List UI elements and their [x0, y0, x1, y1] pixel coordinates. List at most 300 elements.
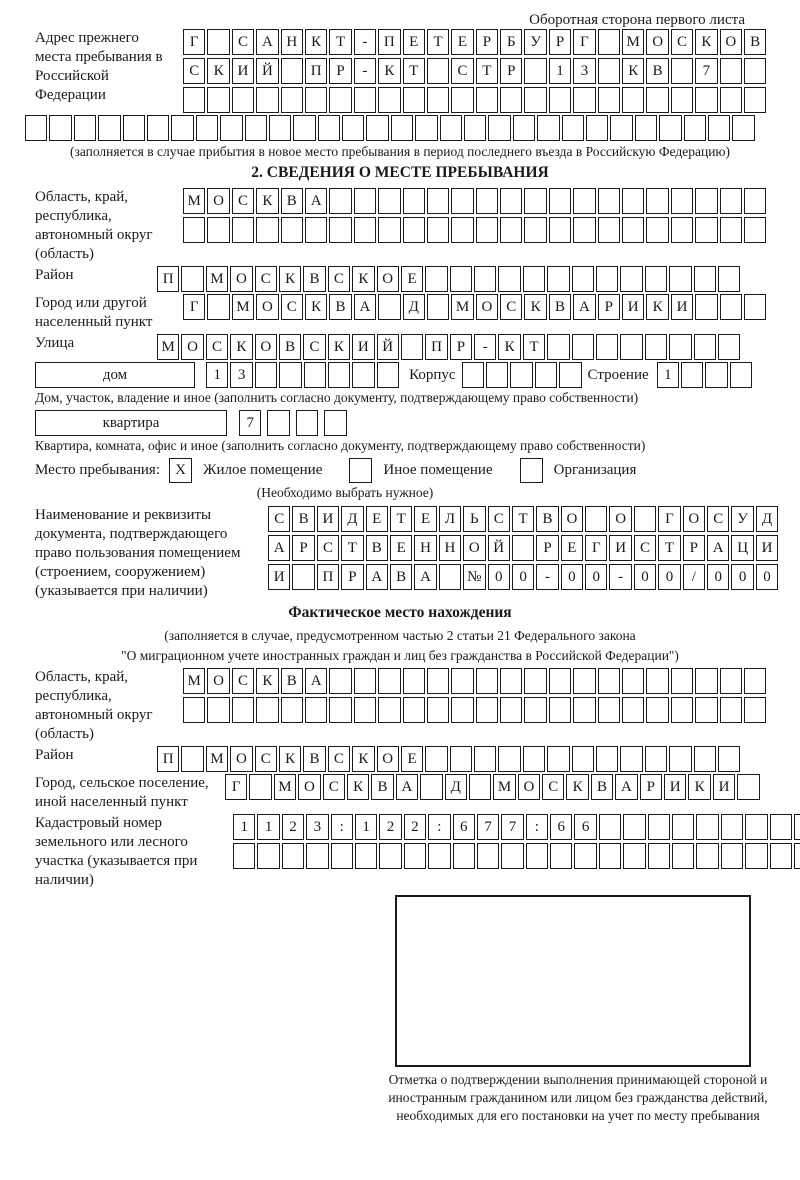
char-cell — [695, 697, 717, 723]
actual-region-row-2 — [183, 697, 766, 723]
apartment-type-box: квартира — [35, 410, 227, 436]
char-cell: 0 — [488, 564, 510, 590]
char-cell — [498, 266, 520, 292]
char-cell: О — [646, 29, 668, 55]
char-cell: С — [451, 58, 473, 84]
char-cell: В — [281, 188, 303, 214]
char-cell — [440, 115, 462, 141]
char-cell: И — [756, 535, 778, 561]
char-cell — [329, 188, 351, 214]
char-cell: 7 — [239, 410, 261, 436]
char-cell: Й — [488, 535, 510, 561]
char-cell: А — [707, 535, 729, 561]
char-cell — [572, 746, 594, 772]
char-cell: С — [500, 294, 522, 320]
char-cell — [744, 294, 766, 320]
char-cell — [718, 746, 740, 772]
char-cell — [256, 87, 278, 113]
char-cell: М — [206, 266, 228, 292]
actual-city-label: Город, сельское поселение, иной населенный пункт — [35, 775, 209, 810]
char-cell — [378, 668, 400, 694]
char-cell: К — [230, 334, 252, 360]
char-cell — [439, 564, 461, 590]
actual-city-row — [225, 774, 760, 800]
char-cell: П — [425, 334, 447, 360]
char-cell — [269, 115, 291, 141]
char-cell: И — [352, 334, 374, 360]
char-cell: 1 — [355, 814, 377, 840]
char-cell — [671, 697, 693, 723]
char-cell: С — [232, 668, 254, 694]
char-cell — [232, 217, 254, 243]
char-cell — [526, 843, 548, 869]
char-cell: О — [476, 294, 498, 320]
char-cell — [672, 814, 694, 840]
char-cell — [598, 668, 620, 694]
char-cell — [450, 266, 472, 292]
prev-address-rows — [183, 29, 766, 113]
char-cell: И — [317, 506, 339, 532]
char-cell: М — [157, 334, 179, 360]
char-cell — [684, 115, 706, 141]
char-cell — [744, 188, 766, 214]
checkbox-organization — [520, 458, 543, 483]
char-cell: И — [664, 774, 686, 800]
char-cell: 6 — [453, 814, 475, 840]
char-cell — [500, 697, 522, 723]
char-cell — [378, 87, 400, 113]
char-cell: И — [268, 564, 290, 590]
street-field — [35, 334, 765, 360]
char-cell — [304, 362, 326, 388]
document-field — [35, 506, 773, 601]
cadastral-field — [35, 814, 765, 890]
char-cell: 0 — [731, 564, 753, 590]
char-cell: 0 — [658, 564, 680, 590]
char-cell — [403, 87, 425, 113]
char-cell: В — [390, 564, 412, 590]
city-field — [35, 294, 765, 332]
char-cell: Р — [292, 535, 314, 561]
char-cell — [646, 188, 668, 214]
char-cell: И — [713, 774, 735, 800]
document-row-1 — [268, 506, 778, 532]
char-cell — [573, 188, 595, 214]
char-cell: А — [268, 535, 290, 561]
char-cell — [645, 746, 667, 772]
char-cell: Е — [414, 506, 436, 532]
char-cell — [720, 217, 742, 243]
house-note: Дом, участок, владение и иное (заполнить согласно документу, подтверждающему право собственности) — [35, 390, 639, 405]
char-cell — [646, 217, 668, 243]
char-cell — [596, 334, 618, 360]
cadastral-row-1 — [233, 814, 800, 840]
char-cell: 0 — [512, 564, 534, 590]
char-cell — [695, 668, 717, 694]
char-cell — [403, 217, 425, 243]
char-cell — [427, 87, 449, 113]
char-cell: О — [377, 746, 399, 772]
char-cell: 1 — [549, 58, 571, 84]
char-cell: Н — [439, 535, 461, 561]
char-cell — [694, 266, 716, 292]
char-cell: - — [354, 58, 376, 84]
char-cell: Т — [658, 535, 680, 561]
char-cell: К — [646, 294, 668, 320]
char-cell: - — [536, 564, 558, 590]
char-cell — [464, 115, 486, 141]
char-cell — [488, 115, 510, 141]
char-cell — [623, 843, 645, 869]
char-cell: 0 — [707, 564, 729, 590]
char-cell — [549, 697, 571, 723]
char-cell — [671, 217, 693, 243]
char-cell — [646, 668, 668, 694]
char-cell — [451, 697, 473, 723]
stroenie-cells — [657, 362, 753, 388]
char-cell — [598, 87, 620, 113]
char-cell: В — [303, 266, 325, 292]
char-cell — [378, 697, 400, 723]
char-cell: Б — [500, 29, 522, 55]
char-cell: Д — [341, 506, 363, 532]
char-cell — [524, 697, 546, 723]
char-cell: К — [622, 58, 644, 84]
char-cell — [305, 697, 327, 723]
char-cell: М — [274, 774, 296, 800]
char-cell — [74, 115, 96, 141]
char-cell: О — [207, 668, 229, 694]
char-cell: : — [428, 814, 450, 840]
char-cell — [257, 843, 279, 869]
char-cell: С — [323, 774, 345, 800]
char-cell: О — [230, 746, 252, 772]
char-cell — [549, 217, 571, 243]
char-cell: П — [317, 564, 339, 590]
char-cell: Р — [549, 29, 571, 55]
cadastral-row-2 — [233, 843, 800, 869]
char-cell — [720, 668, 742, 694]
document-label: Наименование и реквизиты документа, подтверждающего право пользования помещением (строением, сооружением) (указывается при наличии) — [35, 507, 241, 599]
char-cell — [721, 814, 743, 840]
char-cell — [500, 188, 522, 214]
char-cell — [366, 115, 388, 141]
char-cell — [329, 668, 351, 694]
prev-address-field — [35, 29, 765, 113]
char-cell: К — [207, 58, 229, 84]
char-cell — [328, 362, 350, 388]
char-cell: 1 — [257, 814, 279, 840]
char-cell — [181, 746, 203, 772]
char-cell — [249, 774, 271, 800]
char-cell — [498, 746, 520, 772]
char-cell: - — [354, 29, 376, 55]
char-cell — [207, 87, 229, 113]
char-cell: О — [561, 506, 583, 532]
char-cell: М — [622, 29, 644, 55]
char-cell — [296, 410, 318, 436]
char-cell — [720, 294, 742, 320]
char-cell: С — [206, 334, 228, 360]
char-cell — [694, 334, 716, 360]
char-cell: Р — [476, 29, 498, 55]
char-cell — [476, 217, 498, 243]
char-cell — [450, 746, 472, 772]
char-cell — [523, 746, 545, 772]
char-cell — [620, 746, 642, 772]
char-cell — [469, 774, 491, 800]
char-cell — [634, 506, 656, 532]
char-cell: К — [498, 334, 520, 360]
char-cell: Т — [476, 58, 498, 84]
char-cell: 1 — [233, 814, 255, 840]
char-cell: К — [524, 294, 546, 320]
char-cell — [523, 266, 545, 292]
char-cell — [646, 87, 668, 113]
char-cell — [671, 58, 693, 84]
document-rows — [268, 506, 778, 590]
char-cell — [425, 746, 447, 772]
char-cell: Н — [281, 29, 303, 55]
char-cell — [331, 843, 353, 869]
char-cell: С — [671, 29, 693, 55]
char-cell: Д — [445, 774, 467, 800]
section2-title: 2. СВЕДЕНИЯ О МЕСТЕ ПРЕБЫВАНИЯ — [251, 164, 549, 181]
char-cell — [718, 334, 740, 360]
actual-location-title: Фактическое место нахождения — [288, 604, 512, 621]
char-cell: С — [634, 535, 656, 561]
char-cell: Р — [500, 58, 522, 84]
char-cell: Е — [401, 746, 423, 772]
cadastral-label: Кадастровый номер земельного или лесного участка (указывается при наличии) — [35, 815, 198, 888]
char-cell: 0 — [585, 564, 607, 590]
char-cell — [559, 362, 581, 388]
char-cell: - — [609, 564, 631, 590]
char-cell — [721, 843, 743, 869]
char-cell: У — [524, 29, 546, 55]
char-cell — [183, 697, 205, 723]
char-cell — [549, 87, 571, 113]
option-residential-label: Жилое помещение — [203, 462, 323, 478]
char-cell: Ц — [731, 535, 753, 561]
char-cell: С — [707, 506, 729, 532]
char-cell — [524, 217, 546, 243]
char-cell: - — [474, 334, 496, 360]
char-cell: Г — [573, 29, 595, 55]
char-cell: А — [366, 564, 388, 590]
char-cell — [500, 217, 522, 243]
char-cell: П — [157, 746, 179, 772]
page-side-note: Оборотная сторона первого листа — [529, 12, 745, 28]
char-cell: К — [688, 774, 710, 800]
char-cell — [720, 188, 742, 214]
char-cell — [404, 843, 426, 869]
char-cell — [524, 188, 546, 214]
char-cell: М — [206, 746, 228, 772]
char-cell — [572, 334, 594, 360]
char-cell — [599, 843, 621, 869]
char-cell — [622, 87, 644, 113]
char-cell — [744, 217, 766, 243]
actual-region-rows — [183, 668, 766, 723]
char-cell: А — [305, 668, 327, 694]
char-cell: Д — [403, 294, 425, 320]
char-cell: Н — [414, 535, 436, 561]
district-field — [35, 266, 765, 292]
char-cell: Р — [341, 564, 363, 590]
char-cell: М — [232, 294, 254, 320]
char-cell — [474, 266, 496, 292]
char-cell: 6 — [550, 814, 572, 840]
char-cell: Е — [561, 535, 583, 561]
char-cell: В — [303, 746, 325, 772]
char-cell — [513, 115, 535, 141]
char-cell: И — [232, 58, 254, 84]
char-cell — [681, 362, 703, 388]
char-cell: К — [305, 294, 327, 320]
char-cell: 0 — [634, 564, 656, 590]
char-cell — [672, 843, 694, 869]
char-cell: Г — [225, 774, 247, 800]
prev-address-row-2 — [183, 58, 766, 84]
actual-location-note-1: (заполняется в случае, предусмотренном частью 2 статьи 21 Федерального закона — [164, 628, 636, 643]
char-cell — [510, 362, 532, 388]
stay-type-note: (Необходимо выбрать нужное) — [256, 485, 434, 500]
char-cell: / — [683, 564, 705, 590]
char-cell: В — [366, 535, 388, 561]
char-cell: 3 — [306, 814, 328, 840]
char-cell — [669, 266, 691, 292]
char-cell — [379, 843, 401, 869]
char-cell — [718, 266, 740, 292]
char-cell: С — [255, 746, 277, 772]
region-field — [35, 188, 765, 264]
char-cell: 2 — [379, 814, 401, 840]
char-cell: : — [331, 814, 353, 840]
char-cell — [98, 115, 120, 141]
char-cell — [427, 217, 449, 243]
char-cell — [378, 188, 400, 214]
char-cell — [596, 746, 618, 772]
char-cell — [573, 697, 595, 723]
char-cell: С — [328, 746, 350, 772]
char-cell — [453, 843, 475, 869]
char-cell — [598, 217, 620, 243]
char-cell: Р — [598, 294, 620, 320]
char-cell: И — [622, 294, 644, 320]
char-cell — [730, 362, 752, 388]
char-cell: С — [281, 294, 303, 320]
char-cell — [794, 814, 800, 840]
char-cell: 1 — [657, 362, 679, 388]
char-cell: Т — [427, 29, 449, 55]
region-rows — [183, 188, 766, 243]
char-cell: Р — [536, 535, 558, 561]
char-cell — [403, 668, 425, 694]
actual-location-note-2: "О миграционном учете иностранных граждан и лиц без гражданства в Российской Федерации") — [121, 648, 679, 663]
char-cell — [770, 843, 792, 869]
char-cell — [645, 266, 667, 292]
char-cell — [598, 29, 620, 55]
char-cell — [549, 188, 571, 214]
document-row-3 — [268, 564, 778, 590]
char-cell: Й — [256, 58, 278, 84]
char-cell — [477, 843, 499, 869]
char-cell — [427, 697, 449, 723]
char-cell — [695, 294, 717, 320]
char-cell: Е — [390, 535, 412, 561]
char-cell — [256, 697, 278, 723]
char-cell — [620, 266, 642, 292]
char-cell — [354, 87, 376, 113]
char-cell: Г — [183, 294, 205, 320]
district-row — [157, 266, 740, 292]
char-cell — [610, 115, 632, 141]
char-cell — [354, 697, 376, 723]
cadastral-rows — [233, 814, 800, 869]
char-cell — [403, 697, 425, 723]
char-cell: О — [298, 774, 320, 800]
char-cell: К — [347, 774, 369, 800]
char-cell — [500, 87, 522, 113]
char-cell: П — [305, 58, 327, 84]
char-cell — [476, 668, 498, 694]
char-cell — [355, 843, 377, 869]
char-cell — [732, 115, 754, 141]
char-cell — [562, 115, 584, 141]
char-cell — [293, 115, 315, 141]
house-field — [35, 362, 765, 388]
apartment-cells — [239, 410, 347, 436]
char-cell: С — [488, 506, 510, 532]
char-cell — [451, 188, 473, 214]
char-cell — [574, 843, 596, 869]
char-cell — [744, 87, 766, 113]
prev-address-label: Адрес прежнего места пребывания в Российской Федерации — [35, 30, 163, 103]
char-cell — [524, 668, 546, 694]
apartment-note: Квартира, комната, офис и иное (заполнить согласно документу, подтверждающему право собственности) — [35, 438, 646, 453]
char-cell: 0 — [561, 564, 583, 590]
char-cell: Ь — [463, 506, 485, 532]
char-cell: Т — [403, 58, 425, 84]
char-cell: К — [279, 746, 301, 772]
char-cell: О — [609, 506, 631, 532]
region-row-1 — [183, 188, 766, 214]
char-cell — [622, 188, 644, 214]
char-cell: И — [609, 535, 631, 561]
char-cell: С — [255, 266, 277, 292]
char-cell — [476, 188, 498, 214]
char-cell — [547, 334, 569, 360]
char-cell: В — [549, 294, 571, 320]
char-cell — [281, 58, 303, 84]
char-cell — [391, 115, 413, 141]
char-cell — [708, 115, 730, 141]
char-cell — [427, 58, 449, 84]
char-cell — [305, 87, 327, 113]
char-cell — [744, 697, 766, 723]
char-cell: 3 — [230, 362, 252, 388]
actual-city-field — [35, 774, 765, 812]
char-cell — [183, 217, 205, 243]
region-label: Область, край, республика, автономный округ (область) — [35, 189, 153, 262]
char-cell: М — [493, 774, 515, 800]
char-cell — [705, 362, 727, 388]
char-cell: Р — [329, 58, 351, 84]
char-cell: А — [396, 774, 418, 800]
char-cell — [500, 668, 522, 694]
char-cell — [451, 87, 473, 113]
